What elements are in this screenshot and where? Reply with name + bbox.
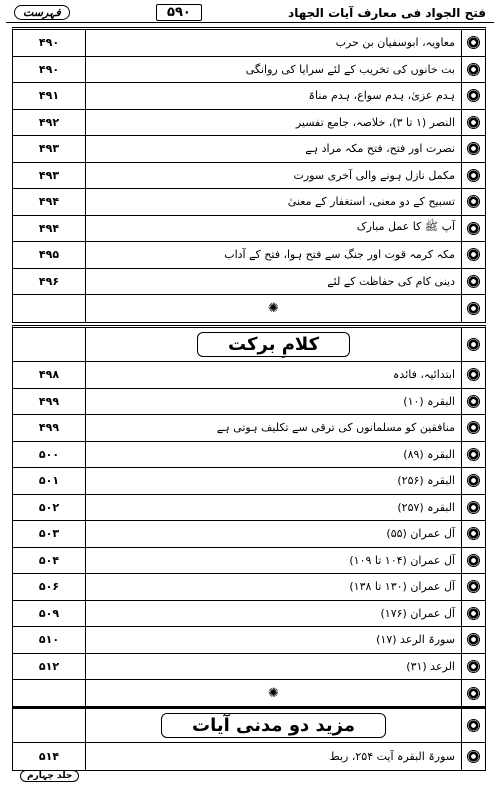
toc-row xyxy=(13,83,485,110)
toc-entry-text: آل عمران (۱۷۶) xyxy=(380,606,455,620)
toc-entry-text: ابتدائیہ، فائدہ xyxy=(392,368,455,382)
bullet-icon xyxy=(467,116,480,129)
bullet-icon xyxy=(467,554,480,567)
toc-page-number: ۴۹۳ xyxy=(13,136,86,162)
bullet-icon xyxy=(467,580,480,593)
toc-row xyxy=(13,574,485,601)
toc-row xyxy=(13,548,485,575)
toc-row xyxy=(13,601,485,628)
bullet-cell xyxy=(461,415,485,441)
ornament-row xyxy=(13,680,485,707)
toc-section-2 xyxy=(12,325,486,708)
bullet-cell xyxy=(461,521,485,547)
ornament-row xyxy=(13,295,485,322)
toc-entry-text: النصر (۱ تا ۳)، خلاصہ، جامع تفسیر xyxy=(295,115,455,129)
toc-row xyxy=(13,495,485,522)
bullet-cell xyxy=(461,495,485,521)
bullet-cell xyxy=(461,601,485,627)
toc-entry-text: البقرہ (۸۹) xyxy=(403,447,455,461)
bullet-icon xyxy=(467,633,480,646)
bullet-cell xyxy=(461,83,485,109)
toc-page-number: ۴۹۹ xyxy=(13,415,86,441)
toc-entry-text: سورۃ الرعد (۱۷) xyxy=(376,633,455,647)
toc-page-number: ۴۹۴ xyxy=(13,216,86,242)
page-cell xyxy=(13,680,86,707)
toc-row xyxy=(13,110,485,137)
toc-row xyxy=(13,627,485,654)
page-number: ۵۹۰ xyxy=(156,4,202,21)
bullet-cell xyxy=(461,654,485,680)
toc-row xyxy=(13,362,485,389)
toc-page-number: ۵۱۰ xyxy=(13,627,86,653)
toc-entry-text: تسبیح کے دو معنی، استغفار کے معنیٰ xyxy=(287,195,455,209)
bullet-icon xyxy=(467,222,480,235)
section-label: فہرست xyxy=(14,5,70,20)
section-heading-row xyxy=(13,709,485,743)
toc-page-number: ۴۹۰ xyxy=(13,30,86,56)
bullet-icon xyxy=(467,302,480,315)
toc-row xyxy=(13,442,485,469)
bullet-icon xyxy=(467,63,480,76)
toc-page-number: ۴۹۲ xyxy=(13,110,86,136)
bullet-icon xyxy=(467,368,480,381)
toc-page-number: ۴۹۹ xyxy=(13,389,86,415)
bullet-cell xyxy=(461,269,485,295)
bullet-cell xyxy=(461,57,485,83)
bullet-cell xyxy=(461,743,485,770)
bullet-icon xyxy=(467,750,480,763)
toc-row xyxy=(13,743,485,770)
toc-section-3 xyxy=(12,706,486,771)
section-heading: مزید دو مدنی آیات xyxy=(161,713,386,738)
toc-entry-text: الرعد (۳۱) xyxy=(406,659,455,673)
toc-page-number: ۴۹۳ xyxy=(13,163,86,189)
toc-row xyxy=(13,521,485,548)
toc-entry-text: دینی کام کی حفاظت کے لئے xyxy=(327,274,455,288)
toc-page-number: ۵۰۲ xyxy=(13,495,86,521)
toc-page-number: ۴۹۴ xyxy=(13,189,86,215)
bullet-icon xyxy=(467,275,480,288)
star-ornament-icon: ✺ xyxy=(268,300,279,316)
page-header xyxy=(6,3,494,23)
bullet-icon xyxy=(467,527,480,540)
ornament-cell xyxy=(86,295,461,322)
bullet-icon xyxy=(467,687,480,700)
bullet-icon xyxy=(467,338,480,351)
bullet-cell xyxy=(461,468,485,494)
toc-entry-text: البقرہ (۲۵۷) xyxy=(397,500,455,514)
toc-page-number: ۵۰۴ xyxy=(13,548,86,574)
toc-row xyxy=(13,163,485,190)
section-heading: کلامِ برکت xyxy=(197,332,350,357)
toc-row xyxy=(13,136,485,163)
toc-entry-text: آل عمران (۵۵) xyxy=(386,527,455,541)
bullet-icon xyxy=(467,36,480,49)
toc-entry-text: مکہ کرمہ قوت اور جنگ سے فتح ہوا، فتح کے آداب xyxy=(224,248,455,262)
star-ornament-icon: ✺ xyxy=(268,685,279,701)
toc-entry-text: ہدم عزیٰ، ہدم سواع، ہدم مناۃ xyxy=(308,89,455,103)
bullet-icon xyxy=(467,719,480,732)
bullet-cell xyxy=(461,442,485,468)
bullet-icon xyxy=(467,501,480,514)
toc-page-number: ۴۹۶ xyxy=(13,269,86,295)
toc-entry-text: آپ ﷺ کا عمل مبارک xyxy=(356,220,455,234)
toc-page-number: ۵۰۰ xyxy=(13,442,86,468)
toc-entry-text: آل عمران (۱۰۴ تا ۱۰۹) xyxy=(349,553,455,567)
page-cell xyxy=(13,295,86,322)
bullet-cell xyxy=(461,295,485,322)
bullet-icon xyxy=(467,660,480,673)
toc-page-number: ۴۹۰ xyxy=(13,57,86,83)
ornament-cell xyxy=(86,680,461,707)
bullet-cell xyxy=(461,189,485,215)
bullet-cell xyxy=(461,163,485,189)
toc-row xyxy=(13,30,485,57)
toc-row xyxy=(13,468,485,495)
bullet-icon xyxy=(467,169,480,182)
toc-entry-text: آل عمران (۱۳۰ تا ۱۳۸) xyxy=(349,580,455,594)
toc-page-number: ۵۰۳ xyxy=(13,521,86,547)
bullet-cell xyxy=(461,627,485,653)
bullet-cell xyxy=(461,328,485,361)
bullet-cell xyxy=(461,680,485,707)
toc-page-number: ۴۹۵ xyxy=(13,242,86,268)
toc-row xyxy=(13,389,485,416)
toc-page-number: ۵۱۲ xyxy=(13,654,86,680)
bullet-cell xyxy=(461,574,485,600)
bullet-icon xyxy=(467,607,480,620)
toc-row xyxy=(13,269,485,296)
toc-entry-text: منافقین کو مسلمانوں کی ترقی سے تکلیف ہوتی ہے xyxy=(216,421,455,435)
bullet-cell xyxy=(461,362,485,388)
toc-page-number: ۵۰۶ xyxy=(13,574,86,600)
bullet-icon xyxy=(467,142,480,155)
toc-row xyxy=(13,189,485,216)
toc-page-number: ۵۰۱ xyxy=(13,468,86,494)
toc-page-number: ۵۰۹ xyxy=(13,601,86,627)
volume-label: جلد چہارم xyxy=(20,770,79,782)
page-cell xyxy=(13,709,86,742)
bullet-cell xyxy=(461,709,485,742)
toc-row xyxy=(13,415,485,442)
heading-cell xyxy=(86,709,461,742)
bullet-icon xyxy=(467,421,480,434)
bullet-icon xyxy=(467,395,480,408)
toc-entry-text: البقرہ (۱۰) xyxy=(403,394,455,408)
toc-page-number: ۵۱۴ xyxy=(13,743,86,770)
bullet-icon xyxy=(467,248,480,261)
toc-section-1 xyxy=(12,27,486,323)
toc-entry-text: سورۃ البقرہ آیت ۲۵۴، ربط xyxy=(329,749,455,763)
bullet-cell xyxy=(461,110,485,136)
toc-entry-text: مکمل نازل ہونے والی آخری سورت xyxy=(293,168,455,182)
section-heading-row xyxy=(13,328,485,362)
toc-entry-text: البقرہ (۲۵۶) xyxy=(397,474,455,488)
toc-entry-text: معاویہ، ابوسفیان بن حرب xyxy=(335,36,455,50)
bullet-cell xyxy=(461,216,485,242)
toc-entry-text: بت خانوں کی تخریب کے لئے سرایا کی روانگی xyxy=(245,62,455,76)
toc-row xyxy=(13,216,485,243)
toc-entry-text: نصرت اور فتح، فتح مکہ مراد ہے xyxy=(305,142,455,156)
bullet-icon xyxy=(467,89,480,102)
book-title: فتح الجواد فی معارف آیات الجهاد xyxy=(288,5,486,20)
page-cell xyxy=(13,328,86,361)
bullet-cell xyxy=(461,30,485,56)
bullet-cell xyxy=(461,242,485,268)
toc-page-number: ۴۹۱ xyxy=(13,83,86,109)
bullet-icon xyxy=(467,474,480,487)
heading-cell xyxy=(86,328,461,361)
toc-row xyxy=(13,242,485,269)
bullet-cell xyxy=(461,548,485,574)
toc-row xyxy=(13,654,485,681)
toc-row xyxy=(13,57,485,84)
toc-page-number: ۴۹۸ xyxy=(13,362,86,388)
bullet-cell xyxy=(461,136,485,162)
bullet-icon xyxy=(467,195,480,208)
bullet-cell xyxy=(461,389,485,415)
bullet-icon xyxy=(467,448,480,461)
